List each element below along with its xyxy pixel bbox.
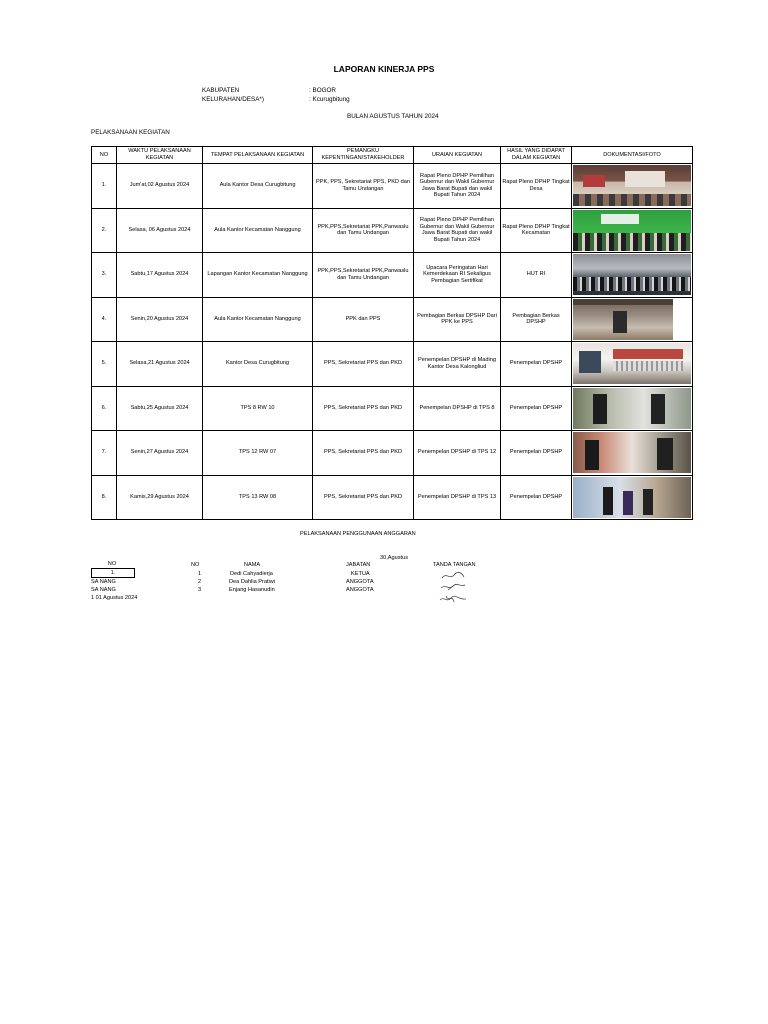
signer-jabatan: ANGGOTA [346, 587, 374, 593]
row-no: 6. [92, 386, 117, 431]
header-waktu: WAKTU PELAKSANAAN KEGIATAN [117, 147, 203, 164]
row-hasil: Penempelan DPSHP [501, 342, 572, 387]
signature-date: 30,Agustus [380, 555, 408, 561]
activity-photo [573, 477, 691, 518]
row-no: 1. [92, 164, 117, 209]
row-no: 7. [92, 431, 117, 476]
row-uraian: Rapat Pleno DPHP Pemilihan Gubernur dan Wakil Gubernur Jawa Barat Bupati dan wakil Bupati Tahun 2024 [414, 164, 501, 209]
row-pemangku: PPK,PPS,Sekretariat PPK,Panwaslu dan Tamu Undangan [313, 208, 414, 253]
left-line-1: SA NANG [91, 579, 116, 585]
activity-photo [573, 343, 691, 384]
row-tempat: TPS 13 RW 08 [203, 475, 313, 520]
row-uraian: Penempelan DPSHP di TPS 13 [414, 475, 501, 520]
signer-nama: Enjang Hasanudin [229, 587, 275, 593]
row-pemangku: PPK dan PPS [313, 297, 414, 342]
row-pemangku: PPS, Sekretariat PPS dan PKD [313, 431, 414, 476]
signer-header-no: NO [191, 562, 200, 568]
activity-photo [573, 299, 673, 340]
row-photo-cell [572, 253, 693, 298]
kabupaten-label: KABUPATEN [202, 87, 240, 94]
signer-no: 3 [198, 587, 202, 593]
row-uraian: Penempelan DPSHP di TPS 12 [414, 431, 501, 476]
row-uraian: Upacara Peringatan Hari Kemerdekaan RI Sekaligus Pembagian Sertifikat [414, 253, 501, 298]
row-hasil: Penempelan DPSHP [501, 386, 572, 431]
row-tempat: Kantor Desa Curugbitung [203, 342, 313, 387]
row-pemangku: PPS, Sekretariat PPS dan PKD [313, 475, 414, 520]
row-no: 5. [92, 342, 117, 387]
page-title: LAPORAN KINERJA PPS [333, 64, 435, 74]
kelurahan-label: KELURAHAN/DESA*) [202, 96, 264, 103]
table-row [92, 475, 693, 520]
table-row [92, 297, 693, 342]
row-waktu: Senin,20 Agustus 2024 [117, 297, 203, 342]
row-waktu: Senin,27 Agustus 2024 [117, 431, 203, 476]
activity-photo [573, 210, 691, 251]
report-period: BULAN AGUSTUS TAHUN 2024 [347, 113, 439, 120]
table-row [92, 431, 693, 476]
row-uraian: Pembagian Berkas DPSHP Dari PPK ke PPS [414, 297, 501, 342]
signer-jabatan: ANGGOTA [346, 579, 374, 585]
row-hasil: Rapat Pleno DPHP Tingkat Kecamatan [501, 208, 572, 253]
row-photo-cell [572, 164, 693, 209]
header-hasil: HASIL YANG DIDAPAT DALAM KEGIATAN [501, 147, 572, 164]
table-row [92, 386, 693, 431]
header-tempat: TEMPAT PELAKSANAAN KEGIATAN [203, 147, 313, 164]
row-tempat: Aula Kantor Desa Curugbitung [203, 164, 313, 209]
row-pemangku: PPK,PPS,Sekretariat PPK,Panwaslu dan Tamu Undangan [313, 253, 414, 298]
signer-header-nama: NAMA [244, 562, 261, 568]
row-uraian: Penempelan DPSHP di Mading Kantor Desa Kalongliud [414, 342, 501, 387]
table-row [92, 342, 693, 387]
row-hasil: Penempelan DPSHP [501, 431, 572, 476]
row-uraian: Penempelan DPSHP di TPS 8 [414, 386, 501, 431]
table-row [92, 253, 693, 298]
left-line-3: 1 01 Agustus 2024 [91, 595, 138, 601]
row-pemangku: PPS, Sekretariat PPS dan PKD [313, 386, 414, 431]
row-no: 8. [92, 475, 117, 520]
row-waktu: Kamis,29 Agustus 2024 [117, 475, 203, 520]
row-hasil: Penempelan DPSHP [501, 475, 572, 520]
row-waktu: Selasa, 06 Agustus 2024 [117, 208, 203, 253]
row-waktu: Jum'at,02 Agustus 2024 [117, 164, 203, 209]
kabupaten-value: : BOGOR [309, 87, 336, 94]
header-dokumentasi: DOKUMENTASI/FOTO [572, 147, 693, 164]
row-waktu: Sabtu,17 Agustus 2024 [117, 253, 203, 298]
row-pemangku: PPK, PPS, Sekretariat PPS, PKD dan Tamu Undangan [313, 164, 414, 209]
activity-photo [573, 165, 691, 206]
row-pemangku: PPS, Sekretariat PPS dan PKD [313, 342, 414, 387]
signature-scribbles [438, 570, 468, 606]
left-line-2: SA NANG [91, 587, 116, 593]
row-photo-cell [572, 342, 693, 387]
left-no-value: 1. [91, 568, 135, 578]
row-no: 3. [92, 253, 117, 298]
row-waktu: Sabtu,25 Agustus 2024 [117, 386, 203, 431]
row-tempat: Aula Kantor Kecamatan Nanggung [203, 297, 313, 342]
row-hasil: HUT RI [501, 253, 572, 298]
activity-table [91, 146, 693, 520]
row-no: 2. [92, 208, 117, 253]
header-pemangku: PEMANGKU KEPENTINGAN/STAKEHOLDER [313, 147, 414, 164]
row-tempat: Lapangan Kantor Kecamatan Nanggung [203, 253, 313, 298]
row-no: 4. [92, 297, 117, 342]
signer-nama: Dedi Cahyadierja [230, 571, 273, 577]
table-row [92, 164, 693, 209]
row-photo-cell [572, 297, 693, 342]
row-tempat: Aula Kantor Kecamatan Nanggung [203, 208, 313, 253]
header-uraian: URAIAN KEGIATAN [414, 147, 501, 164]
signer-header-jabatan: JABATAN [346, 562, 371, 568]
row-photo-cell [572, 431, 693, 476]
activity-photo [573, 432, 691, 473]
header-no: NO [92, 147, 117, 164]
signer-nama: Dea Dahlia Pratiwi [229, 579, 276, 585]
row-hasil: Rapat Pleno DPHP Tingkat Desa [501, 164, 572, 209]
row-photo-cell [572, 208, 693, 253]
row-photo-cell [572, 475, 693, 520]
section-kegiatan-heading: PELAKSANAAN KEGIATAN [91, 129, 170, 136]
signer-jabatan: KETUA [351, 571, 370, 577]
section-anggaran-heading: PELAKSANAAN PENGGUNAAN ANGGARAN [300, 531, 416, 537]
row-waktu: Selasa,21 Agustus 2024 [117, 342, 203, 387]
signer-no: 2 [198, 579, 202, 585]
row-tempat: TPS 8 RW 10 [203, 386, 313, 431]
row-photo-cell [572, 386, 693, 431]
signer-header-ttd: TANDA TANGAN [433, 562, 476, 568]
activity-photo [573, 388, 691, 429]
signer-no: 1 [198, 571, 202, 577]
table-header-row [92, 147, 693, 164]
left-no-header: NO [107, 561, 117, 567]
row-tempat: TPS 12 RW 07 [203, 431, 313, 476]
activity-photo [573, 254, 691, 295]
table-row [92, 208, 693, 253]
row-hasil: Pembagian Berkas DPSHP [501, 297, 572, 342]
row-uraian: Rapat Pleno DPHP Pemilihan Gubernur dan Wakil Gubernur Jawa Barat Bupati dan wakil Bupati Tahun 2024 [414, 208, 501, 253]
kelurahan-value: : Kcurugbitung [309, 96, 350, 103]
